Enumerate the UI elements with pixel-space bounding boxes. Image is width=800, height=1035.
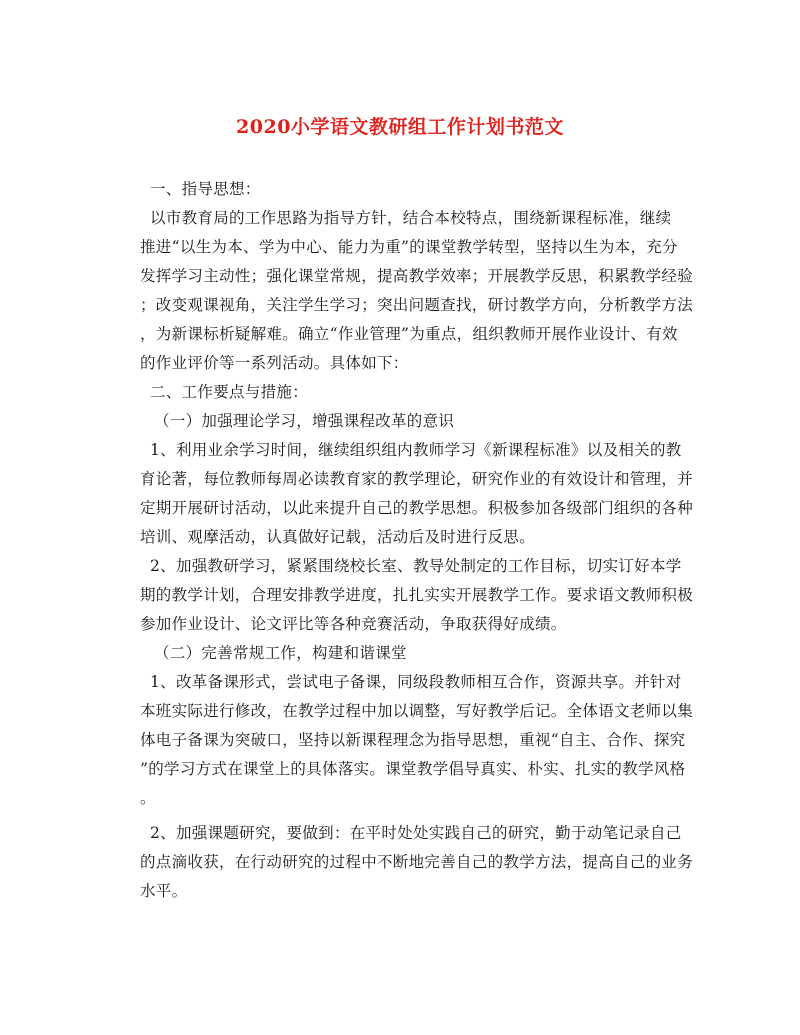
paragraph-line: 本班实际进行修改，在教学过程中加以调整，写好教学后记。全体语文老师以集 — [140, 702, 694, 720]
paragraph-line: ，为新课标析疑解难。确立“作业管理”为重点，组织教师开展作业设计、有效 — [140, 325, 678, 343]
paragraph-line: 水平。 — [140, 882, 188, 900]
paragraph-line: 培训、观摩活动，认真做好记载，活动后及时进行反思。 — [140, 528, 536, 546]
paragraph-line: 2、加强教研学习，紧紧围绕校长室、教导处制定的工作目标，切实订好本学 — [150, 557, 682, 575]
paragraph-line: 1、利用业余学习时间，继续组织组内教师学习《新课程标准》以及相关的教 — [150, 441, 682, 459]
paragraph-line: 1、改革备课形式，尝试电子备课，同级段教师相互合作，资源共享。并针对 — [150, 673, 682, 691]
paragraph-line: 以市教育局的工作思路为指导方针，结合本校特点，围绕新课程标准，继续 — [150, 209, 672, 227]
paragraph-line: 2、加强课题研究，要做到：在平时处处实践自己的研究，勤于动笔记录自己 — [150, 824, 682, 842]
paragraph-line: 体电子备课为突破口，坚持以新课程理念为指导思想，重视“自主、合作、探究 — [140, 731, 686, 749]
paragraph-line: 定期开展研讨活动，以此来提升自己的教学思想。积极参加各级部门组织的各种 — [140, 499, 694, 517]
paragraph-line: ；改变观课视角，关注学生学习；突出问题查找，研讨教学方向，分析教学方法 — [140, 296, 694, 314]
paragraph-line: 发挥学习主动性；强化课堂常规，提高教学效率；开展教学反思，积累教学经验 — [140, 267, 694, 285]
paragraph-line: 二、工作要点与措施： — [150, 383, 309, 401]
paragraph-line: 的作业评价等一系列活动。具体如下： — [140, 354, 409, 372]
paragraph-line: 的点滴收获，在行动研究的过程中不断地完善自己的教学方法，提高自己的业务 — [140, 853, 694, 871]
paragraph-line: 参加作业设计、论文评比等各种竞赛活动，争取获得好成绩。 — [140, 615, 567, 633]
paragraph-line: 育论著，每位教师每周必读教育家的教学理论，研究作业的有效设计和管理，并 — [140, 470, 694, 488]
paragraph-line: 一、指导思想： — [150, 180, 261, 198]
paragraph-line: 。 — [140, 789, 156, 807]
paragraph-line: ”的学习方式在课堂上的具体落实。课堂教学倡导真实、朴实、扎实的教学风格 — [140, 760, 686, 778]
paragraph-line: 推进“以生为本、学为中心、能力为重”的课堂教学转型，坚持以生为本，充分 — [140, 238, 678, 256]
document-title: 2020小学语文教研组工作计划书范文 — [236, 116, 564, 138]
document-body — [140, 175, 694, 906]
paragraph-line: 期的教学计划，合理安排教学进度，扎扎实实开展教学工作。要求语文教师积极 — [140, 586, 694, 604]
paragraph-line: （二）完善常规工作，构建和谐课堂 — [154, 644, 407, 662]
paragraph-line: （一）加强理论学习，增强课程改革的意识 — [154, 412, 455, 430]
